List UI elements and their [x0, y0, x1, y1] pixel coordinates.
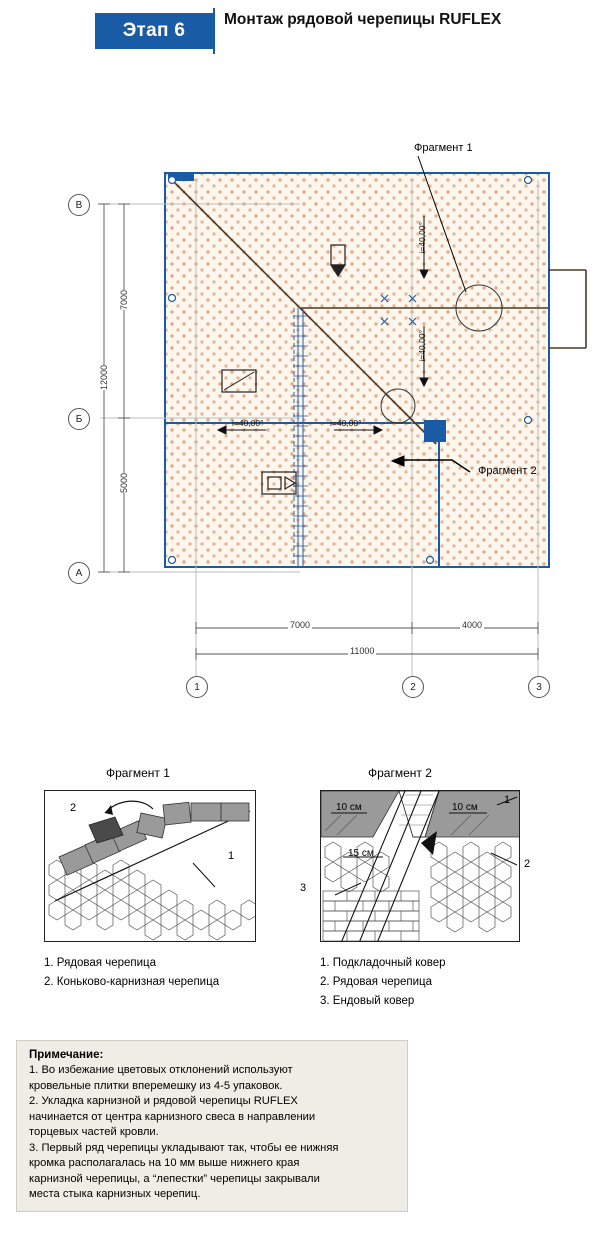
- fragment-2-legend-item-3: 3. Ендовый ковер: [320, 995, 415, 1007]
- fragment-2-marker-3: 3: [300, 882, 307, 894]
- fragment-1-legend-item-2: 2. Коньково-карнизная черепица: [44, 976, 220, 988]
- fragment-1-marker-1: 1: [228, 850, 235, 862]
- fragment-2-legend-item-2: 2. Рядовая черепица: [320, 976, 433, 988]
- note-line-9: места стыка карнизных черепиц.: [29, 1188, 201, 1200]
- note-line-4: начинается от центра карнизного свеса в направлении: [29, 1110, 316, 1123]
- fragment-2-title: Фрагмент 2: [368, 766, 432, 780]
- note-line-8: карнизной черепицы, а “лепестки” черепицы закрывали: [29, 1172, 320, 1185]
- roof-plan-drawing: [0, 120, 600, 710]
- note-line-1: 1. Во избежание цветовых отклонений используют: [29, 1064, 293, 1076]
- axis-marker-h-1: 1: [186, 676, 208, 698]
- note-line-7: кромка располагалась на 10 мм выше нижнего края: [29, 1157, 300, 1169]
- dim-vertical-12000: 12000: [99, 365, 109, 391]
- note-line-2: кровельные плитки вперемешку из 4-5 упаковок.: [29, 1079, 283, 1092]
- stage-badge: Этап 6: [95, 13, 213, 49]
- fragment-1-title: Фрагмент 1: [106, 766, 170, 780]
- fragment-2-dim-right: 10 см: [452, 802, 478, 813]
- slope-label-2: i=40,00°: [417, 330, 427, 362]
- slope-label-3: i=40,00°: [232, 418, 264, 428]
- axis-marker-v-b2: Б: [68, 408, 90, 430]
- note-line-6: 3. Первый ряд черепицы укладывают так, чтобы ее нижняя: [29, 1141, 339, 1154]
- header-divider: [213, 8, 215, 54]
- axis-marker-h-3: 3: [528, 676, 550, 698]
- axis-marker-h-2: 2: [402, 676, 424, 698]
- callout-fragment-2-label: Фрагмент 2: [478, 465, 537, 477]
- axis-marker-v-a: А: [68, 562, 90, 584]
- note-line-3: 2. Укладка карнизной и рядовой черепицы RUFLEX: [29, 1095, 298, 1107]
- dim-horizontal-11000: 11000: [350, 646, 375, 656]
- fragment-2-legend-item-1: 1. Подкладочный ковер: [320, 957, 446, 969]
- axis-marker-v-b: В: [68, 194, 90, 216]
- fragment-2-dim-center: 15 см: [348, 848, 374, 859]
- slope-label-1: i=40,00°: [417, 222, 427, 254]
- slope-label-4: i=40,00°: [330, 418, 362, 428]
- fragment-2-dim-left: 10 см: [336, 802, 362, 813]
- callout-fragment-1-label: Фрагмент 1: [414, 142, 473, 154]
- fragment-1-legend-item-1: 1. Рядовая черепица: [44, 957, 157, 969]
- fragment-2-marker-1: 1: [504, 794, 511, 806]
- dim-vertical-5000: 5000: [119, 473, 129, 494]
- fragments-section: [0, 758, 600, 1028]
- dim-vertical-7000: 7000: [119, 290, 129, 311]
- dim-horizontal-4000: 4000: [462, 620, 483, 630]
- dim-horizontal-7000: 7000: [290, 620, 311, 630]
- page-header: [0, 0, 600, 62]
- note-line-5: торцевых частей кровли.: [29, 1126, 159, 1138]
- page-title: Монтаж рядовой черепицы RUFLEX: [224, 11, 502, 28]
- fragment-1-marker-2: 2: [70, 802, 77, 814]
- note-box: [16, 1040, 408, 1212]
- fragment-1-legend: [44, 954, 219, 992]
- fragment-2-marker-2: 2: [524, 858, 531, 870]
- note-title: Примечание:: [29, 1049, 104, 1061]
- fragment-2-legend: [320, 954, 446, 1011]
